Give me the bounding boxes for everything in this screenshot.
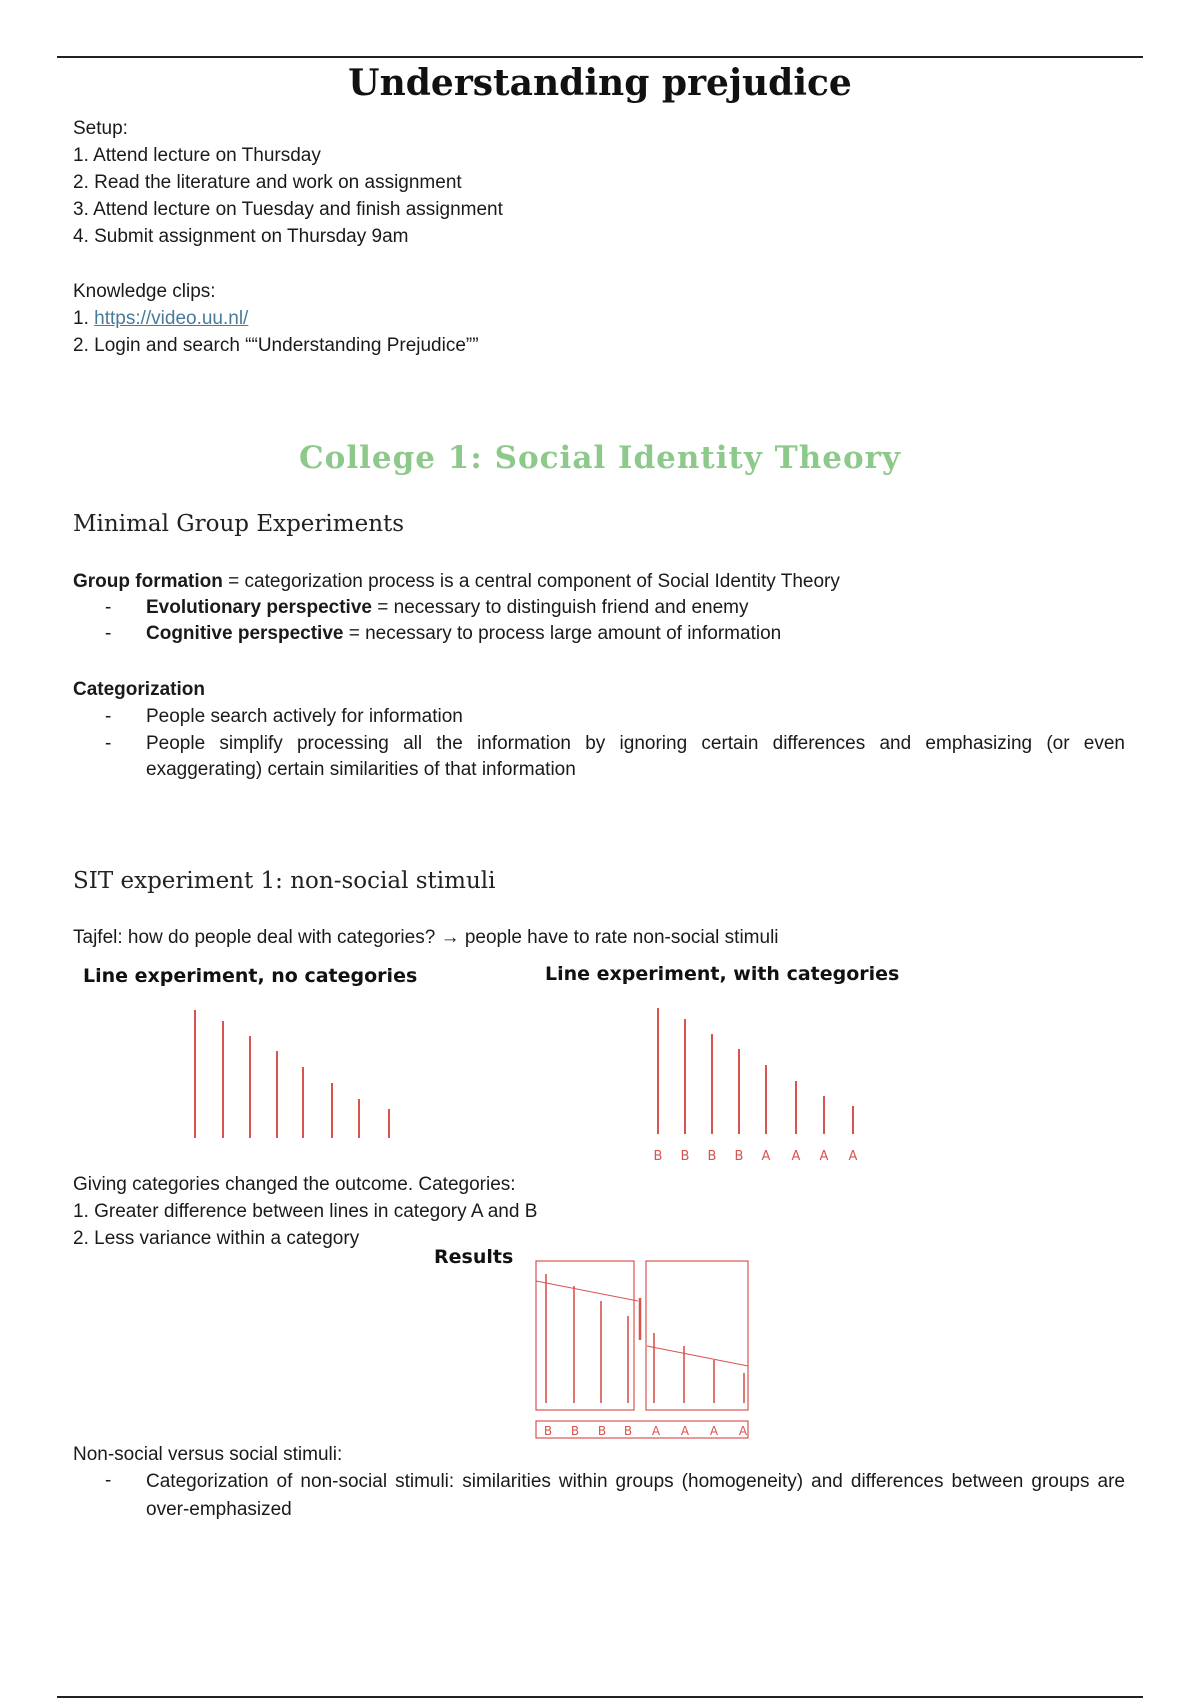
category-label: A [848,1149,858,1164]
setup-heading: Setup: [73,118,128,139]
result-category-label: B [597,1424,607,1438]
results-figure [534,1258,764,1443]
figure-1-lines [180,1005,420,1135]
clips-item-1: 1. https://video.uu.nl/ [73,308,249,329]
result-category-label: A [651,1424,661,1438]
result-category-label: A [709,1424,719,1438]
bullet-marker: - [105,706,112,727]
outcome-item: 1. Greater difference between lines in category A and B [73,1201,538,1222]
category-label: B [707,1149,717,1164]
group-formation-line [73,568,840,595]
trend-line-a [647,1346,748,1366]
top-rule [57,56,1143,58]
setup-item: 2. Read the literature and work on assignment [73,172,462,193]
setup-section [73,115,503,250]
bullet-marker: - [105,597,112,618]
bottom-rule [57,1696,1143,1698]
categorization-heading: Categorization [73,679,205,700]
group-formation-definition: = categorization process is a central component of Social Identity Theory [222,571,840,592]
clips-item-2: 2. Login and search ““Understanding Prejudice”” [73,335,479,356]
video-link[interactable]: https://video.uu.nl/ [94,308,249,329]
figure-2-title: Line experiment, with categories [545,963,900,985]
category-label: A [761,1149,771,1164]
group-a-box [646,1261,748,1410]
clips-section [73,278,479,359]
result-category-label: B [623,1424,633,1438]
nonsocial-heading: Non-social versus social stimuli: [73,1444,343,1465]
bullet-marker: - [105,1470,112,1491]
trend-line-b [536,1281,638,1301]
result-category-label: A [680,1424,690,1438]
sit1-heading: SIT experiment 1: non-social stimuli [73,868,496,894]
nonsocial-bullet: Categorization of non-social stimuli: similarities within groups (homogeneity) and differences between groups are over-emphasized [146,1471,1125,1520]
setup-item: 1. Attend lecture on Thursday [73,145,321,166]
setup-item: 3. Attend lecture on Tuesday and finish assignment [73,199,503,220]
categorization-bullet: People simplify processing all the information by ignoring certain differences and emphasizing (or even exaggerating) certain similarities of that information [146,733,1125,780]
cognitive-bullet: Cognitive perspective = necessary to process large amount of information [146,623,782,644]
result-category-label: B [570,1424,580,1438]
result-category-label: B [543,1424,553,1438]
evolutionary-bullet: Evolutionary perspective = necessary to distinguish friend and enemy [146,597,749,618]
outcome-section [73,1171,537,1252]
category-label: A [819,1149,829,1164]
bullet-marker: - [105,623,112,644]
categorization-bullet: People search actively for information [146,706,463,727]
category-label: A [791,1149,801,1164]
category-label: B [734,1149,744,1164]
group-b-box [536,1261,634,1410]
bullet-marker: - [105,733,112,754]
college-heading: College 1: Social Identity Theory [298,440,901,476]
clips-heading: Knowledge clips: [73,281,216,302]
result-category-label: A [738,1424,748,1438]
group-formation-term: Group formation [73,571,223,592]
outcome-intro: Giving categories changed the outcome. Categories: [73,1174,516,1195]
setup-item: 4. Submit assignment on Thursday 9am [73,226,409,247]
minimal-group-heading: Minimal Group Experiments [73,511,405,537]
figure-2-lines [640,1003,880,1163]
figure-1-title: Line experiment, no categories [83,965,418,987]
outcome-item: 2. Less variance within a category [73,1228,360,1249]
results-title: Results [434,1246,514,1268]
category-label: B [680,1149,690,1164]
category-label: B [653,1149,663,1164]
document-title: Understanding prejudice [348,62,852,104]
sit1-intro: Tajfel: how do people deal with categories? → people have to rate non-social stimuli [73,927,779,948]
